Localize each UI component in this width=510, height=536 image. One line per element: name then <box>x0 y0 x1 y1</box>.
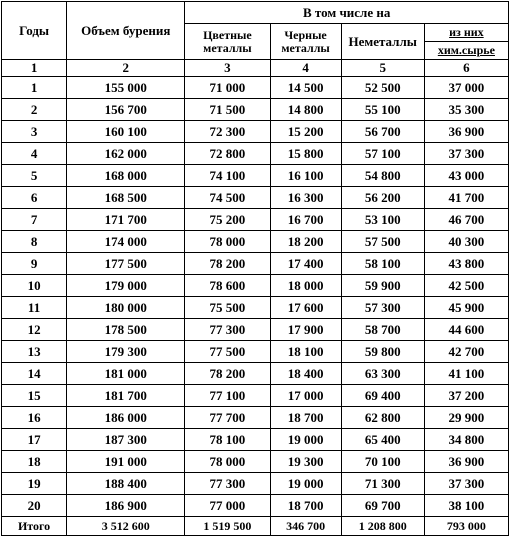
cell-year: 1 <box>2 77 67 99</box>
cell-nonmetals: 56 700 <box>341 121 424 143</box>
cell-nonmetals: 59 900 <box>341 275 424 297</box>
cell-year: 12 <box>2 319 67 341</box>
cell-drilling-volume: 181 000 <box>67 363 185 385</box>
cell-ferrous-metals: 18 700 <box>270 407 341 429</box>
cell-nonmetals: 55 100 <box>341 99 424 121</box>
table-row <box>2 187 509 209</box>
column-number-cell: 5 <box>341 60 424 77</box>
cell-nonmetals: 69 700 <box>341 495 424 517</box>
cell-drilling-volume: 171 700 <box>67 209 185 231</box>
cell-chem-raw: 43 000 <box>424 165 508 187</box>
table-row <box>2 341 509 363</box>
column-number-row <box>2 60 509 77</box>
cell-year: 8 <box>2 231 67 253</box>
cell-drilling-volume: 179 000 <box>67 275 185 297</box>
cell-chem-raw: 41 700 <box>424 187 508 209</box>
header-ferrous-metals-line2: металлы <box>281 40 330 55</box>
cell-year: 13 <box>2 341 67 363</box>
cell-nonmetals: 57 100 <box>341 143 424 165</box>
cell-year: 6 <box>2 187 67 209</box>
cell-drilling-volume: 179 300 <box>67 341 185 363</box>
cell-color-metals: 78 200 <box>185 363 270 385</box>
cell-nonmetals: 65 400 <box>341 429 424 451</box>
cell-drilling-volume: 168 500 <box>67 187 185 209</box>
cell-chem-raw: 42 700 <box>424 341 508 363</box>
header-chem-raw: хим.сырье <box>424 42 508 60</box>
cell-ferrous-metals: 18 400 <box>270 363 341 385</box>
table-row <box>2 407 509 429</box>
table-row <box>2 319 509 341</box>
cell-chem-raw: 37 000 <box>424 77 508 99</box>
cell-color-metals: 78 200 <box>185 253 270 275</box>
table-row <box>2 165 509 187</box>
cell-ferrous-metals: 17 000 <box>270 385 341 407</box>
cell-ferrous-metals: 16 300 <box>270 187 341 209</box>
cell-ferrous-metals: 15 800 <box>270 143 341 165</box>
column-number-cell: 6 <box>424 60 508 77</box>
cell-year: 17 <box>2 429 67 451</box>
cell-color-metals: 77 100 <box>185 385 270 407</box>
cell-ferrous-metals: 18 100 <box>270 341 341 363</box>
cell-year: 4 <box>2 143 67 165</box>
cell-chem-raw: 37 300 <box>424 473 508 495</box>
cell-nonmetals: 58 700 <box>341 319 424 341</box>
cell-nonmetals: 63 300 <box>341 363 424 385</box>
table-row <box>2 429 509 451</box>
cell-ferrous-metals: 14 800 <box>270 99 341 121</box>
header-drilling-volume: Объем бурения <box>67 2 185 60</box>
cell-chem-raw: 41 100 <box>424 363 508 385</box>
table-row <box>2 231 509 253</box>
cell-color-metals: 74 100 <box>185 165 270 187</box>
cell-year: 9 <box>2 253 67 275</box>
cell-chem-raw: 37 200 <box>424 385 508 407</box>
header-color-metals-line2: металлы <box>203 40 252 55</box>
header-of-them: из них <box>424 24 508 42</box>
total-chem-raw: 793 000 <box>424 517 508 536</box>
cell-drilling-volume: 174 000 <box>67 231 185 253</box>
cell-chem-raw: 29 900 <box>424 407 508 429</box>
total-nonmetals: 1 208 800 <box>341 517 424 536</box>
cell-nonmetals: 58 100 <box>341 253 424 275</box>
cell-chem-raw: 36 900 <box>424 451 508 473</box>
cell-nonmetals: 52 500 <box>341 77 424 99</box>
cell-chem-raw: 44 600 <box>424 319 508 341</box>
cell-nonmetals: 70 100 <box>341 451 424 473</box>
header-ferrous-metals <box>270 24 341 60</box>
table-row <box>2 275 509 297</box>
cell-color-metals: 78 000 <box>185 451 270 473</box>
cell-drilling-volume: 177 500 <box>67 253 185 275</box>
cell-nonmetals: 71 300 <box>341 473 424 495</box>
cell-year: 16 <box>2 407 67 429</box>
cell-color-metals: 75 500 <box>185 297 270 319</box>
cell-nonmetals: 56 200 <box>341 187 424 209</box>
column-number-cell: 1 <box>2 60 67 77</box>
cell-ferrous-metals: 18 700 <box>270 495 341 517</box>
cell-chem-raw: 36 900 <box>424 121 508 143</box>
total-row <box>2 517 509 536</box>
cell-nonmetals: 53 100 <box>341 209 424 231</box>
cell-color-metals: 77 500 <box>185 341 270 363</box>
cell-nonmetals: 54 800 <box>341 165 424 187</box>
column-number-cell: 2 <box>67 60 185 77</box>
cell-chem-raw: 43 800 <box>424 253 508 275</box>
cell-drilling-volume: 155 000 <box>67 77 185 99</box>
cell-chem-raw: 37 300 <box>424 143 508 165</box>
cell-ferrous-metals: 14 500 <box>270 77 341 99</box>
cell-drilling-volume: 162 000 <box>67 143 185 165</box>
cell-year: 18 <box>2 451 67 473</box>
cell-year: 11 <box>2 297 67 319</box>
header-years: Годы <box>2 2 67 60</box>
cell-color-metals: 75 200 <box>185 209 270 231</box>
header-nonmetals: Неметаллы <box>341 24 424 60</box>
table-row <box>2 297 509 319</box>
cell-drilling-volume: 156 700 <box>67 99 185 121</box>
cell-drilling-volume: 180 000 <box>67 297 185 319</box>
cell-ferrous-metals: 16 700 <box>270 209 341 231</box>
cell-year: 3 <box>2 121 67 143</box>
cell-nonmetals: 59 800 <box>341 341 424 363</box>
cell-nonmetals: 57 500 <box>341 231 424 253</box>
cell-year: 15 <box>2 385 67 407</box>
total-ferrous-metals: 346 700 <box>270 517 341 536</box>
cell-chem-raw: 42 500 <box>424 275 508 297</box>
table-row <box>2 363 509 385</box>
cell-drilling-volume: 187 300 <box>67 429 185 451</box>
table-row <box>2 121 509 143</box>
cell-chem-raw: 34 800 <box>424 429 508 451</box>
cell-color-metals: 71 000 <box>185 77 270 99</box>
cell-drilling-volume: 178 500 <box>67 319 185 341</box>
cell-color-metals: 78 000 <box>185 231 270 253</box>
cell-drilling-volume: 181 700 <box>67 385 185 407</box>
cell-color-metals: 78 600 <box>185 275 270 297</box>
table-body <box>2 60 509 536</box>
cell-color-metals: 77 700 <box>185 407 270 429</box>
cell-chem-raw: 40 300 <box>424 231 508 253</box>
cell-chem-raw: 46 700 <box>424 209 508 231</box>
cell-drilling-volume: 188 400 <box>67 473 185 495</box>
cell-ferrous-metals: 17 600 <box>270 297 341 319</box>
header-color-metals-line1: Цветные <box>203 27 252 42</box>
cell-chem-raw: 45 900 <box>424 297 508 319</box>
cell-year: 19 <box>2 473 67 495</box>
table-row <box>2 99 509 121</box>
cell-drilling-volume: 186 900 <box>67 495 185 517</box>
drilling-volume-table <box>1 1 509 536</box>
cell-nonmetals: 62 800 <box>341 407 424 429</box>
cell-ferrous-metals: 18 000 <box>270 275 341 297</box>
cell-year: 14 <box>2 363 67 385</box>
cell-color-metals: 77 300 <box>185 319 270 341</box>
column-number-cell: 4 <box>270 60 341 77</box>
cell-drilling-volume: 160 100 <box>67 121 185 143</box>
cell-year: 7 <box>2 209 67 231</box>
cell-nonmetals: 69 400 <box>341 385 424 407</box>
table-row <box>2 495 509 517</box>
cell-ferrous-metals: 17 900 <box>270 319 341 341</box>
cell-color-metals: 71 500 <box>185 99 270 121</box>
cell-ferrous-metals: 16 100 <box>270 165 341 187</box>
cell-nonmetals: 57 300 <box>341 297 424 319</box>
cell-drilling-volume: 191 000 <box>67 451 185 473</box>
cell-chem-raw: 35 300 <box>424 99 508 121</box>
total-year: Итого <box>2 517 67 536</box>
cell-color-metals: 78 100 <box>185 429 270 451</box>
cell-drilling-volume: 168 000 <box>67 165 185 187</box>
cell-ferrous-metals: 19 300 <box>270 451 341 473</box>
total-color-metals: 1 519 500 <box>185 517 270 536</box>
cell-ferrous-metals: 15 200 <box>270 121 341 143</box>
cell-ferrous-metals: 17 400 <box>270 253 341 275</box>
cell-ferrous-metals: 19 000 <box>270 473 341 495</box>
header-including: В том числе на <box>185 2 509 24</box>
table-row <box>2 77 509 99</box>
cell-year: 10 <box>2 275 67 297</box>
table-row <box>2 253 509 275</box>
table-row <box>2 143 509 165</box>
cell-color-metals: 72 300 <box>185 121 270 143</box>
cell-year: 20 <box>2 495 67 517</box>
cell-ferrous-metals: 19 000 <box>270 429 341 451</box>
cell-year: 2 <box>2 99 67 121</box>
table-row <box>2 209 509 231</box>
header-color-metals <box>185 24 270 60</box>
header-ferrous-metals-line1: Черные <box>284 27 327 42</box>
total-drilling-volume: 3 512 600 <box>67 517 185 536</box>
table-row <box>2 451 509 473</box>
cell-color-metals: 77 300 <box>185 473 270 495</box>
cell-color-metals: 74 500 <box>185 187 270 209</box>
table-row <box>2 385 509 407</box>
cell-ferrous-metals: 18 200 <box>270 231 341 253</box>
cell-year: 5 <box>2 165 67 187</box>
cell-color-metals: 77 000 <box>185 495 270 517</box>
cell-chem-raw: 38 100 <box>424 495 508 517</box>
cell-drilling-volume: 186 000 <box>67 407 185 429</box>
column-number-cell: 3 <box>185 60 270 77</box>
cell-color-metals: 72 800 <box>185 143 270 165</box>
table-row <box>2 473 509 495</box>
